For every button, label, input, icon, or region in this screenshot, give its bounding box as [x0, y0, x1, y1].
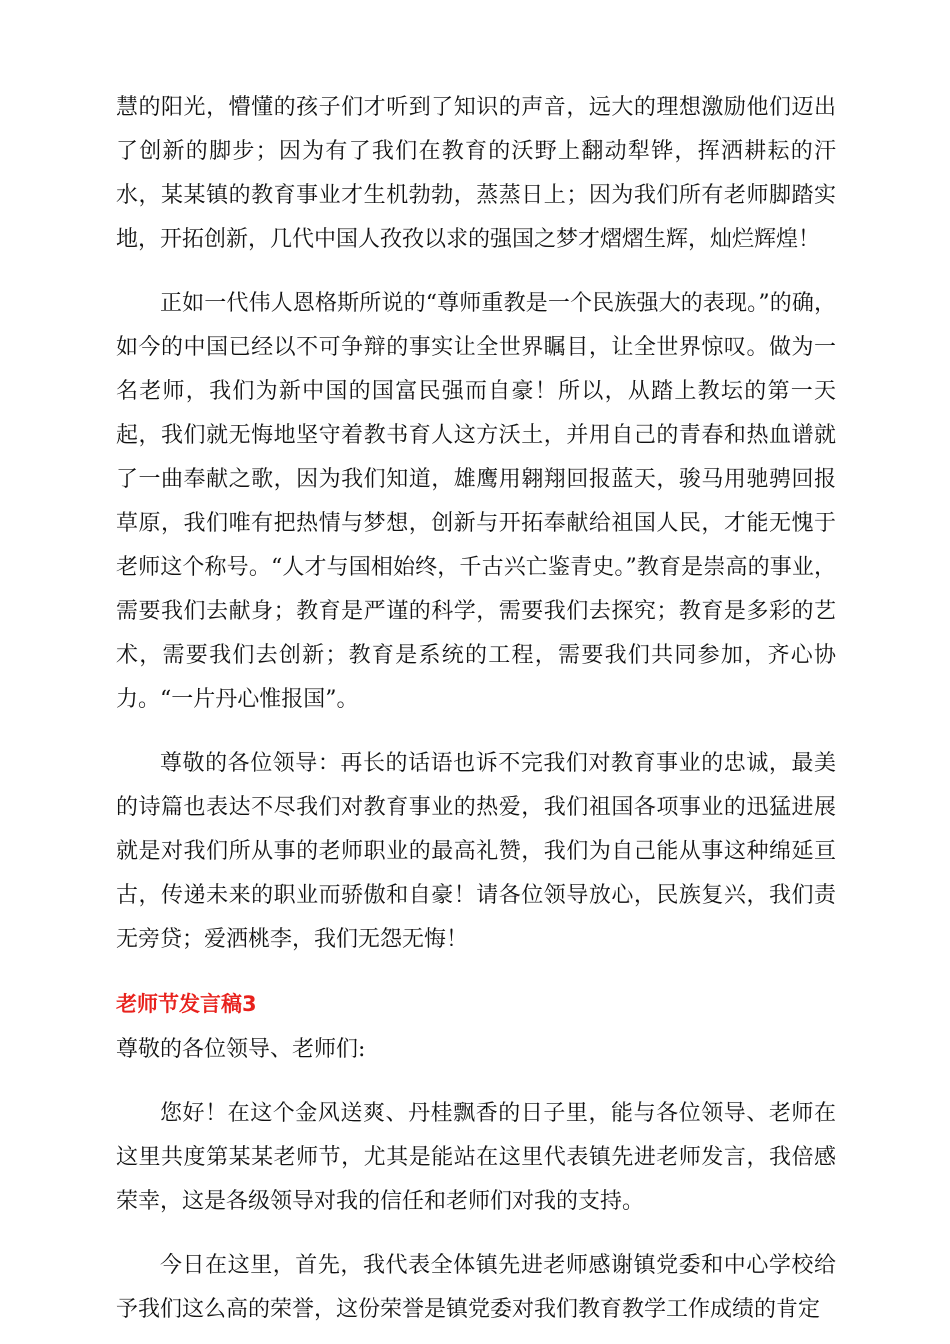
document-page [116, 86, 836, 1332]
paragraph-today: 今日在这里，首先，我代表全体镇先进老师感谢镇党委和中心学校给予我们这么高的荣誉，这份荣誉是镇党委对我们教育教学工作成绩的肯定 [116, 1253, 836, 1322]
section-title: 老师节发言稿3 [116, 992, 257, 1016]
greeting-line: 尊敬的各位领导、老师们: [116, 1037, 366, 1062]
paragraph-continued: 慧的阳光，懵懂的孩子们才听到了知识的声音，远大的理想激励他们迈出了创新的脚步；因为有了我们在教育的沃野上翻动犁铧，挥洒耕耘的汗水，某某镇的教育事业才生机勃勃，蒸蒸日上；因为我们所有老师脚踏实地，开拓创新，几代中国人孜孜以求的强国之梦才熠熠生辉，灿烂辉煌！ [116, 95, 836, 252]
paragraph-hello: 您好！在这个金风送爽、丹桂飘香的日子里，能与各位领导、老师在这里共度第某某老师节，尤其是能站在这里代表镇先进老师发言，我倍感荣幸，这是各级领导对我的信任和老师们对我的支持。 [116, 1101, 836, 1214]
paragraph-respected-leaders: 尊敬的各位领导：再长的话语也诉不完我们对教育事业的忠诚，最美的诗篇也表达不尽我们对教育事业的热爱，我们祖国各项事业的迅猛进展就是对我们所从事的老师职业的最高礼赞，我们为自己能从事这种绵延亘古，传递未来的职业而骄傲和自豪！请各位领导放心，民族复兴，我们责无旁贷；爱洒桃李，我们无怨无悔！ [116, 751, 836, 952]
paragraph-engels-quote: 正如一代伟人恩格斯所说的“尊师重教是一个民族强大的表现。”的确，如今的中国已经以不可争辩的事实让全世界瞩目，让全世界惊叹。做为一名老师，我们为新中国的国富民强而自豪！所以，从踏上教坛的第一天起，我们就无悔地坚守着教书育人这方沃土，并用自己的青春和热血谱就了一曲奉献之歌，因为我们知道，雄鹰用翱翔回报蓝天，骏马用驰骋回报草原，我们唯有把热情与梦想，创新与开拓奉献给祖国人民，才能无愧于老师这个称号。“人才与国相始终，千古兴亡鉴青史。”教育是崇高的事业，需要我们去献身；教育是严谨的科学，需要我们去探究；教育是多彩的艺术，需要我们去创新；教育是系统的工程，需要我们共同参加，齐心协力。“一片丹心惟报国”。 [116, 291, 836, 712]
